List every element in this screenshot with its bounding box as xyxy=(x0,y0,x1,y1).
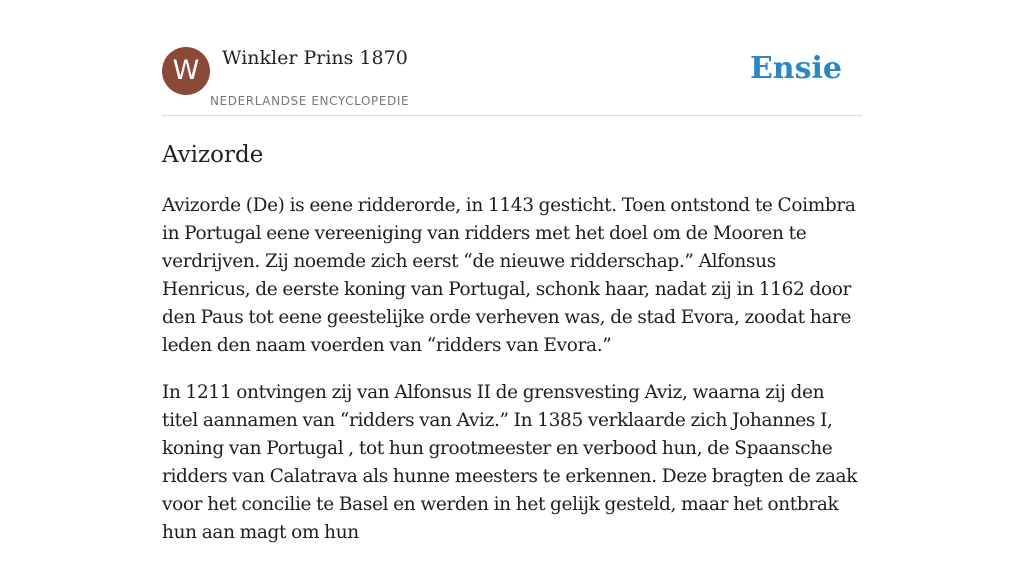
source-subtitle: NEDERLANDSE ENCYCLOPEDIE xyxy=(210,94,410,108)
article-title: Avizorde xyxy=(162,142,264,168)
source-title-link[interactable]: Winkler Prins 1870 xyxy=(222,47,408,69)
article-body xyxy=(162,192,862,566)
article-paragraph-2: In 1211 ontvingen zij van Alfonsus II de grensvesting Aviz, waarna zij den titel aannamen van “ridders van Aviz.” In 1385 verklaarde zich Johannes I, koning van Portugal , tot hun grootmeester en verbood hun, de Spaansche ridders van Calatrava als hunne meesters te erkennen. Deze bragten de zaak voor het concilie te Basel en werden in het gelijk gesteld, maar het ontbrak hun aan magt om hun xyxy=(162,382,858,543)
site-header xyxy=(162,0,862,116)
article-paragraph-1: Avizorde (De) is eene ridderorde, in 1143 gesticht. Toen ontstond te Coimbra in Portugal eene vereeniging van ridders met het doel om de Mooren te verdrijven. Zij noemde zich eerst “de nieuwe ridderschap.” Alfonsus Henricus, de eerste koning van Portugal, schonk haar, nadat zij in 1162 door den Paus tot eene geestelijke orde verheven was, de stad Evora, zoodat hare leden den naam voerden van “ridders van Evora.” xyxy=(162,195,856,356)
source-avatar[interactable]: W xyxy=(162,47,210,95)
ensie-logo-link[interactable]: Ensie xyxy=(749,51,842,86)
